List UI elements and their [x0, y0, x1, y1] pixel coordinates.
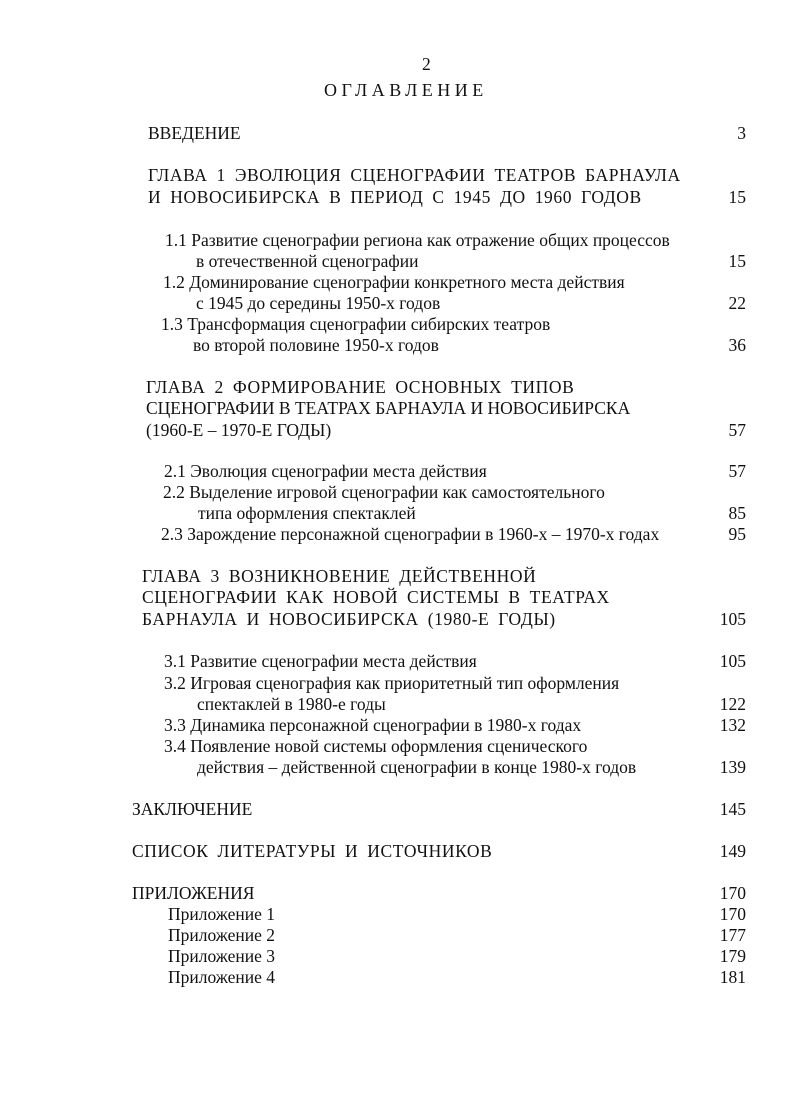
section-3-2-line2: спектаклей в 1980-е годы: [197, 694, 386, 714]
section-1-2-line2: с 1945 до середины 1950-х годов: [196, 293, 441, 313]
chapter1-title-line1: ГЛАВА 1 ЭВОЛЮЦИЯ СЦЕНОГРАФИИ ТЕАТРОВ БАРНАУЛА: [148, 165, 681, 185]
appendix-1-page: 170: [719, 904, 746, 924]
section-2-2-page: 85: [728, 503, 746, 523]
toc-references-page: 149: [719, 841, 746, 861]
section-2-1-line1: 2.1 Эволюция сценографии места действия: [164, 461, 487, 481]
chapter2-page: 57: [728, 420, 746, 440]
chapter3-title-line3: БАРНАУЛА И НОВОСИБИРСКА (1980-Е ГОДЫ): [142, 609, 556, 629]
section-3-1-page: 105: [719, 651, 746, 671]
section-3-3-line1: 3.3 Динамика персонажной сценографии в 1980-х годах: [164, 715, 582, 735]
toc-references-label: СПИСОК ЛИТЕРАТУРЫ И ИСТОЧНИКОВ: [132, 841, 493, 861]
section-2-2-line1: 2.2 Выделение игровой сценографии как самостоятельного: [163, 482, 605, 502]
appendix-3-page: 179: [719, 946, 746, 966]
section-3-2-line1: 3.2 Игровая сценография как приоритетный тип оформления: [164, 673, 620, 693]
chapter1-page: 15: [728, 187, 746, 207]
chapter1-title-line2: И НОВОСИБИРСКА В ПЕРИОД С 1945 ДО 1960 ГОДОВ: [148, 187, 642, 207]
section-3-4-page: 139: [719, 757, 746, 777]
section-3-2-page: 122: [719, 694, 746, 714]
appendix-2-page: 177: [719, 925, 746, 945]
chapter2-title-line3: (1960-Е – 1970-Е ГОДЫ): [146, 420, 332, 440]
appendix-4-page: 181: [719, 967, 746, 987]
toc-conclusion-label: ЗАКЛЮЧЕНИЕ: [132, 799, 253, 819]
toc-conclusion-page: 145: [719, 799, 746, 819]
section-1-3-page: 36: [728, 335, 746, 355]
toc-intro-label: ВВЕДЕНИЕ: [148, 123, 241, 143]
appendix-3-label: Приложение 3: [168, 946, 276, 966]
chapter3-title-line1: ГЛАВА 3 ВОЗНИКНОВЕНИЕ ДЕЙСТВЕННОЙ: [142, 566, 537, 586]
chapter3-title-line2: СЦЕНОГРАФИИ КАК НОВОЙ СИСТЕМЫ В ТЕАТРАХ: [142, 587, 610, 607]
section-3-4-line1: 3.4 Появление новой системы оформления сценического: [164, 736, 588, 756]
section-1-1-page: 15: [728, 251, 746, 271]
section-1-2-page: 22: [728, 293, 746, 313]
section-1-3-line1: 1.3 Трансформация сценографии сибирских театров: [161, 314, 551, 334]
appendix-4-label: Приложение 4: [168, 967, 276, 987]
section-2-3-page: 95: [728, 524, 746, 544]
toc-intro-page: 3: [737, 123, 746, 143]
toc-appendices-label: ПРИЛОЖЕНИЯ: [132, 883, 255, 903]
chapter2-title-line1: ГЛАВА 2 ФОРМИРОВАНИЕ ОСНОВНЫХ ТИПОВ: [146, 377, 575, 397]
section-3-3-page: 132: [719, 715, 746, 735]
appendix-1-label: Приложение 1: [168, 904, 276, 924]
section-3-1-line1: 3.1 Развитие сценографии места действия: [164, 651, 477, 671]
page-title: ОГЛАВЛЕНИЕ: [324, 80, 488, 100]
section-2-3-line1: 2.3 Зарождение персонажной сценографии в 1960-х – 1970-х годах: [161, 524, 660, 544]
page-number: 2: [422, 54, 431, 74]
chapter3-page: 105: [719, 609, 746, 629]
section-2-2-line2: типа оформления спектаклей: [198, 503, 416, 523]
section-1-1-line2: в отечественной сценографии: [196, 251, 419, 271]
section-2-1-page: 57: [728, 461, 746, 481]
toc-appendices-page: 170: [719, 883, 746, 903]
chapter2-title-line2: СЦЕНОГРАФИИ В ТЕАТРАХ БАРНАУЛА И НОВОСИБИРСКА: [146, 398, 631, 418]
section-3-4-line2: действия – действенной сценографии в конце 1980-х годов: [197, 757, 637, 777]
section-1-2-line1: 1.2 Доминирование сценографии конкретного места действия: [163, 272, 625, 292]
section-1-1-line1: 1.1 Развитие сценографии региона как отражение общих процессов: [165, 230, 670, 250]
section-1-3-line2: во второй половине 1950-х годов: [193, 335, 439, 355]
appendix-2-label: Приложение 2: [168, 925, 276, 945]
